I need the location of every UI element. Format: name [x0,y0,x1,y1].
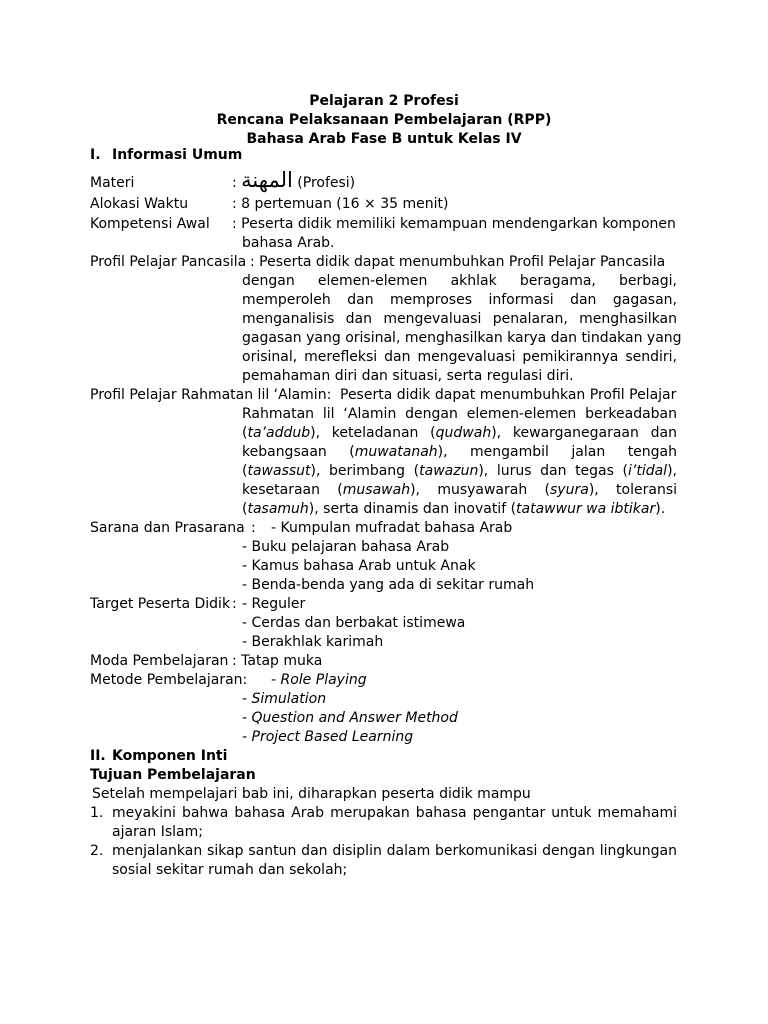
italic-term: muwatanah [354,444,438,460]
text-span: ), toleransi [588,482,677,498]
sarana-item: - Buku pelajaran bahasa Arab [242,539,450,555]
target-label: Target Peserta Didik [90,596,231,612]
profil-pancasila-line: menganalisis dan mengevaluasi penalaran, menghasilkan [242,311,677,327]
sarana-item: - Kumpulan mufradat bahasa Arab [271,520,513,536]
kompetensi-line-2: bahasa Arab. [242,235,335,251]
metode-item: - Simulation [242,691,327,707]
italic-term: tasamuh [247,501,309,517]
profil-rahmatan-first-line: Peserta didik dapat menumbuhkan Profil Pelajar [340,387,677,403]
profil-rahmatan-line [242,481,677,500]
document-title [0,92,768,149]
tujuan-item-line: sosial sekitar rumah dan sekolah; [112,862,348,878]
section-2-title: Komponen Inti [112,748,228,764]
profil-pancasila-line: orisinal, merefleksi dan mengevaluasi pemikirannya sendiri, [242,349,677,365]
section-2-heading [90,747,227,766]
text-span: kebangsaan ( [242,444,355,460]
materi-translation: (Profesi) [297,175,356,191]
section-1-title: Informasi Umum [112,147,243,163]
italic-term: ta’addub [247,425,311,441]
profil-pancasila-line: pemahaman diri dan situasi, serta regulasi diri. [242,368,574,384]
text-span: ( [242,425,248,441]
text-span: ( [242,463,248,479]
text-span: ), berimbang ( [310,463,420,479]
materi-colon: : [232,175,237,191]
italic-term: qudwah [435,425,492,441]
italic-term: musawah [342,482,411,498]
tujuan-item-line: menjalankan sikap santun dan disiplin dalam berkomunikasi dengan lingkungan [112,843,677,859]
profil-pancasila-line: memperoleh dan memproses informasi dan gagasan, [242,292,677,308]
materi-arabic-term: المهنة [241,168,293,192]
section-1-heading [90,146,242,165]
sarana-label: Sarana dan Prasarana [90,520,245,536]
text-span: ), serta dinamis dan inovatif ( [308,501,517,517]
tujuan-heading: Tujuan Pembelajaran [90,767,256,783]
kompetensi-label: Kompetensi Awal [90,216,210,232]
text-span: ), kewarganegaraan dan [491,425,677,441]
target-item: - Cerdas dan berbakat istimewa [242,615,466,631]
sarana-item: - Benda-benda yang ada di sekitar rumah [242,577,535,593]
tujuan-item-line: ajaran Islam; [112,824,203,840]
profil-rahmatan-line [242,500,665,519]
italic-term: tatawwur wa ibtikar [516,501,656,517]
profil-pancasila-first-line: : Peserta didik dapat menumbuhkan Profil Pelajar Pancasila [250,254,666,270]
section-2-number: II. [90,748,106,764]
sarana-item: - Kamus bahasa Arab untuk Anak [242,558,476,574]
text-span: ), keteladanan ( [310,425,436,441]
profil-rahmatan-line [242,443,677,462]
tujuan-item-line: meyakini bahwa bahasa Arab merupakan bahasa pengantar untuk memahami [112,805,677,821]
profil-rahmatan-line: Rahmatan lil ‘Alamin dengan elemen-elemen berkeadaban [242,406,677,422]
kompetensi-line-1: : Peserta didik memiliki kemampuan mendengarkan komponen [232,216,676,232]
italic-term: tawazun [419,463,479,479]
profil-pancasila-label: Profil Pelajar Pancasila [90,254,247,270]
profil-pancasila-line: dengan elemen-elemen akhlak beragama, berbagi, [242,273,677,289]
text-span: ( [242,501,248,517]
metode-item: - Role Playing [271,672,367,688]
metode-label: Metode Pembelajaran: [90,672,248,688]
target-item: - Reguler [242,596,306,612]
italic-term: syura [550,482,589,498]
metode-item: - Project Based Learning [242,729,414,745]
title-line-1: Pelajaran 2 Profesi [309,93,459,109]
metode-item: - Question and Answer Method [242,710,458,726]
profil-rahmatan-line [242,424,677,443]
materi-label: Materi [90,175,135,191]
title-line-2: Rencana Pelaksanaan Pembelajaran (RPP) [216,112,552,128]
materi-value [232,166,355,197]
text-span: ), mengambil jalan tengah [437,444,678,460]
alokasi-label: Alokasi Waktu [90,196,189,212]
text-span: kesetaraan ( [242,482,343,498]
moda-value: : Tatap muka [232,653,323,669]
profil-rahmatan-label: Profil Pelajar Rahmatan lil ‘Alamin: [90,387,332,403]
text-span: ). [655,501,666,517]
target-colon: : [232,596,237,612]
italic-term: i’tidal [628,463,668,479]
tujuan-item-number: 2. [90,843,104,859]
text-span: ), [667,463,677,479]
tujuan-intro: Setelah mempelajari bab ini, diharapkan peserta didik mampu [92,786,531,802]
italic-term: tawassut [247,463,311,479]
alokasi-value: : 8 pertemuan (16 × 35 menit) [232,196,449,212]
text-span: ), musyawarah ( [410,482,551,498]
title-line-3: Bahasa Arab Fase B untuk Kelas IV [246,131,522,147]
section-1-number: I. [90,147,101,163]
tujuan-item-number: 1. [90,805,104,821]
text-span: ), lurus dan tegas ( [478,463,628,479]
sarana-colon: : [251,520,256,536]
moda-label: Moda Pembelajaran [90,653,229,669]
profil-rahmatan-line [242,462,677,481]
profil-pancasila-line: gagasan yang orisinal, menghasilkan karya dan tindakan yang [242,330,682,346]
target-item: - Berakhlak karimah [242,634,384,650]
